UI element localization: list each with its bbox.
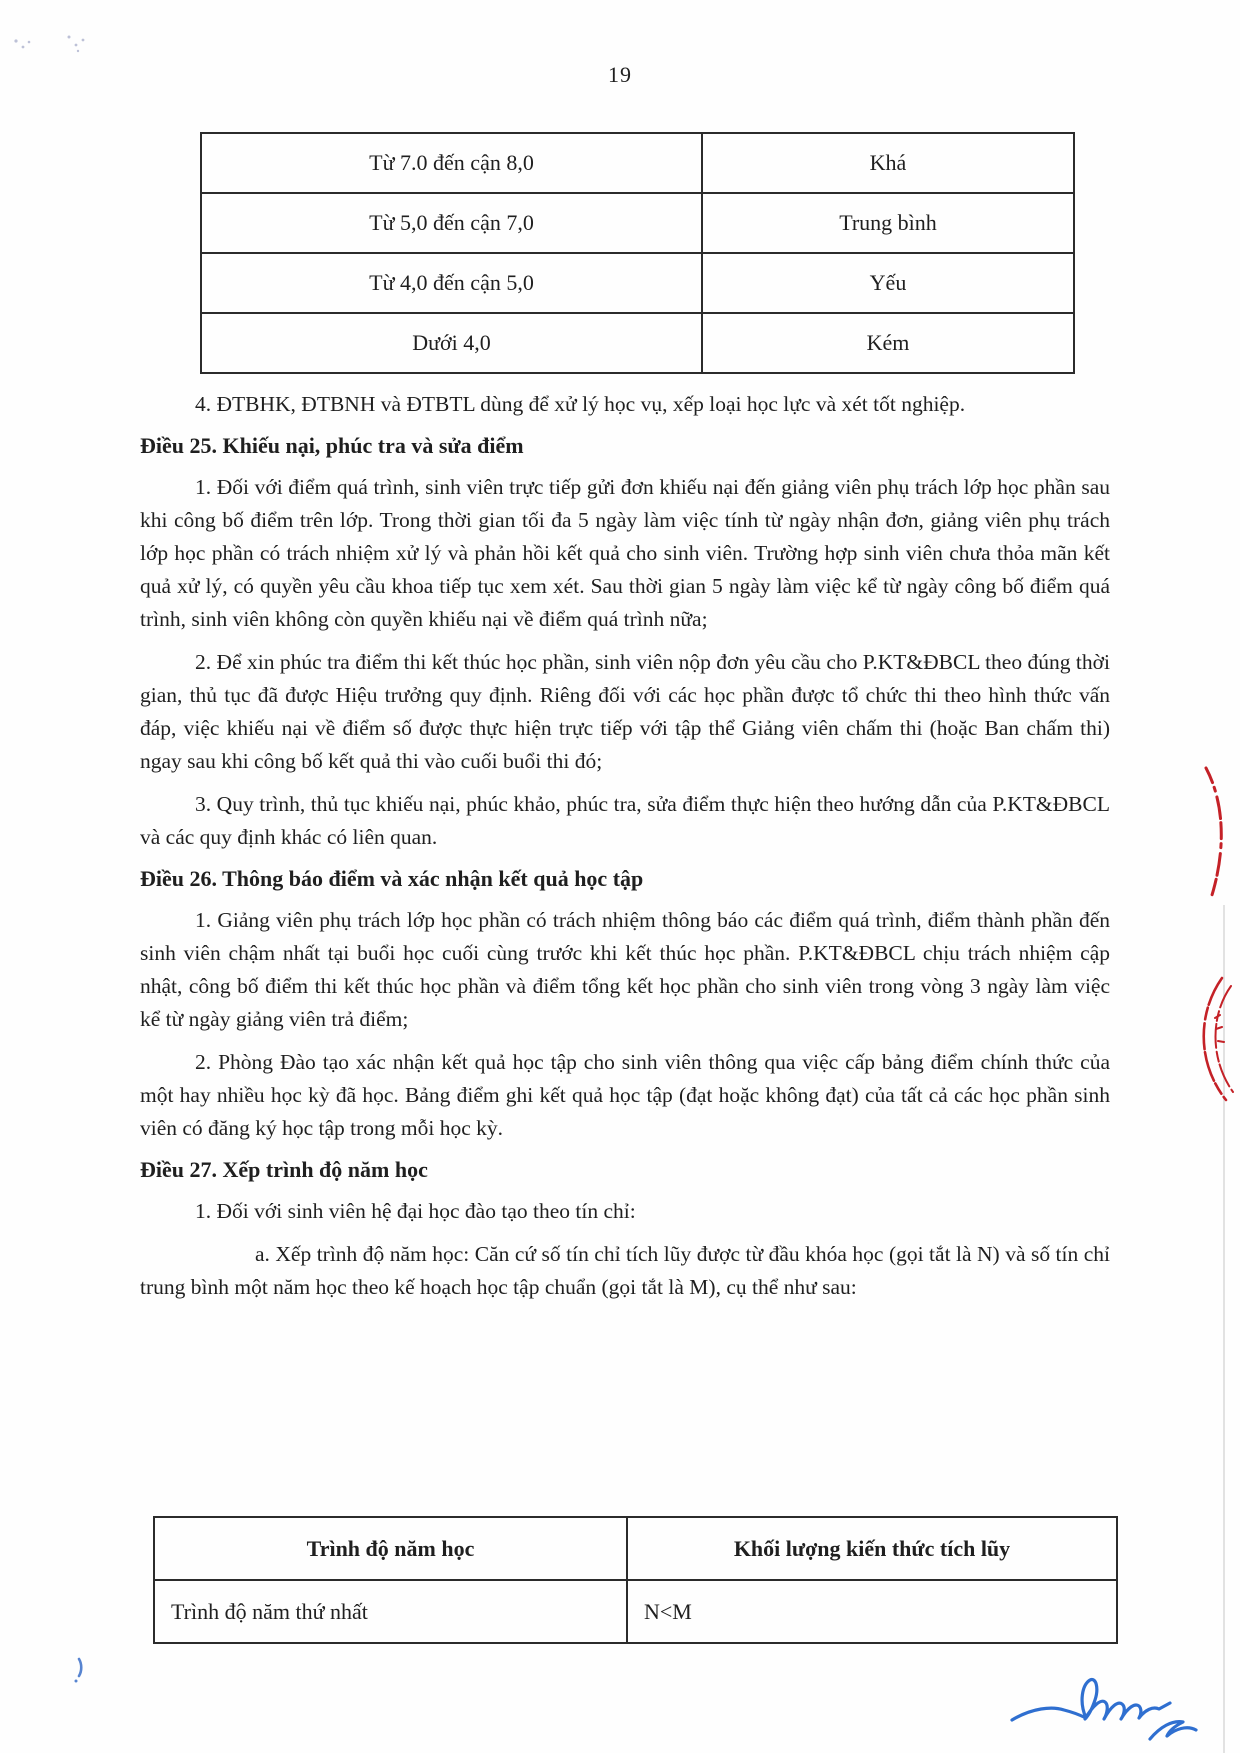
- scan-specks: [14, 36, 84, 53]
- article25-clause3: 3. Quy trình, thủ tục khiếu nại, phúc khảo, phúc tra, sửa điểm thực hiện theo hướng dẫn của P.KT&ĐBCL và các quy định khác có liên quan.: [140, 792, 1110, 849]
- grade-label-cell: Trung bình: [702, 193, 1074, 253]
- table-row: [201, 313, 1074, 373]
- grade-range-cell: Từ 5,0 đến cận 7,0: [201, 193, 702, 253]
- stamp-edge-upper-icon: [1206, 768, 1221, 895]
- table-row: [201, 193, 1074, 253]
- grade-label-cell: Kém: [702, 313, 1074, 373]
- article26-heading: Điều 26. Thông báo điểm và xác nhận kết quả học tập: [140, 866, 644, 891]
- article27-point-a: a. Xếp trình độ năm học: Căn cứ số tín chỉ tích lũy được từ đầu khóa học (gọi tắt là N) và số tín chỉ trung bình một năm học theo kế hoạch học tập chuẩn (gọi tắt là M), cụ thể như sau:: [140, 1242, 1110, 1299]
- year-table-header-credits: Khối lượng kiến thức tích lũy: [627, 1517, 1117, 1580]
- page-number: 19: [608, 62, 632, 87]
- grade-label-cell: Khá: [702, 133, 1074, 193]
- signature-ink: [1012, 1680, 1196, 1739]
- paragraph-item4: 4. ĐTBHK, ĐTBNH và ĐTBTL dùng để xử lý học vụ, xếp loại học lực và xét tốt nghiệp.: [195, 392, 966, 416]
- article27-heading: Điều 27. Xếp trình độ năm học: [140, 1157, 428, 1182]
- year-level-table: [153, 1516, 1118, 1644]
- year-level-cell: Trình độ năm thứ nhất: [154, 1580, 627, 1643]
- table-row: [201, 133, 1074, 193]
- grade-range-cell: Từ 4,0 đến cận 5,0: [201, 253, 702, 313]
- table-header-row: [154, 1517, 1117, 1580]
- year-table-header-level: Trình độ năm học: [154, 1517, 627, 1580]
- grade-range-cell: Dưới 4,0: [201, 313, 702, 373]
- article26-clause2: 2. Phòng Đào tạo xác nhận kết quả học tập cho sinh viên thông qua việc cấp bảng điểm chính thức của một hay nhiều học kỳ đã học. Bảng điểm ghi kết quả học tập (đạt hoặc không đạt) của tất cả các học phần sinh viên có đăng ký học tập trong mỗi học kỳ.: [140, 1050, 1110, 1140]
- article27-clause1: 1. Đối với sinh viên hệ đại học đào tạo theo tín chỉ:: [195, 1199, 636, 1223]
- article25-clause2: 2. Để xin phúc tra điểm thi kết thúc học phần, sinh viên nộp đơn yêu cầu cho P.KT&ĐBCL theo đúng thời gian, thủ tục đã được Hiệu trưởng quy định. Riêng đối với các học phần được tổ chức thi theo hình thức vấn đáp, việc khiếu nại về điểm số được thực hiện trực tiếp với tập thể Giảng viên chấm thi (hoặc Ban chấm thi) ngay sau khi công bố kết quả thi vào cuối buổi thi đó;: [140, 650, 1110, 773]
- stamp-edge-lower-icon: [1204, 978, 1233, 1100]
- grade-scale-table: [200, 132, 1075, 374]
- article25-heading: Điều 25. Khiếu nại, phúc tra và sửa điểm: [140, 433, 524, 458]
- document-body: [140, 388, 1110, 1314]
- table-row: [154, 1580, 1117, 1643]
- grade-range-cell: Từ 7.0 đến cận 8,0: [201, 133, 702, 193]
- grade-label-cell: Yếu: [702, 253, 1074, 313]
- article26-clause1: 1. Giảng viên phụ trách lớp học phần có trách nhiệm thông báo các điểm quá trình, điểm thành phần đến sinh viên chậm nhất tại buổi học cuối cùng trước khi kết thúc học phần. P.KT&ĐBCL chịu trách nhiệm cập nhật, công bố điểm thi kết thúc học phần và điểm tổng kết học phần cho sinh viên trong vòng 3 ngày làm việc kể từ ngày giảng viên trả điểm;: [140, 908, 1110, 1031]
- table-row: [201, 253, 1074, 313]
- year-credits-cell: N<M: [627, 1580, 1117, 1643]
- blue-ink-mark: [75, 1659, 82, 1683]
- article25-clause1: 1. Đối với điểm quá trình, sinh viên trực tiếp gửi đơn khiếu nại đến giảng viên phụ trách lớp học phần sau khi công bố điểm trên lớp. Trong thời gian tối đa 5 ngày làm việc tính từ ngày nhận đơn, giảng viên phụ trách lớp học phần có trách nhiệm xử lý và phản hồi kết quả cho sinh viên. Trường hợp sinh viên chưa thỏa mãn kết quả xử lý, có quyền yêu cầu khoa tiếp tục xem xét. Sau thời gian 5 ngày làm việc kể từ ngày công bố điểm quá trình, sinh viên không còn quyền khiếu nại về điểm quá trình nữa;: [140, 475, 1110, 631]
